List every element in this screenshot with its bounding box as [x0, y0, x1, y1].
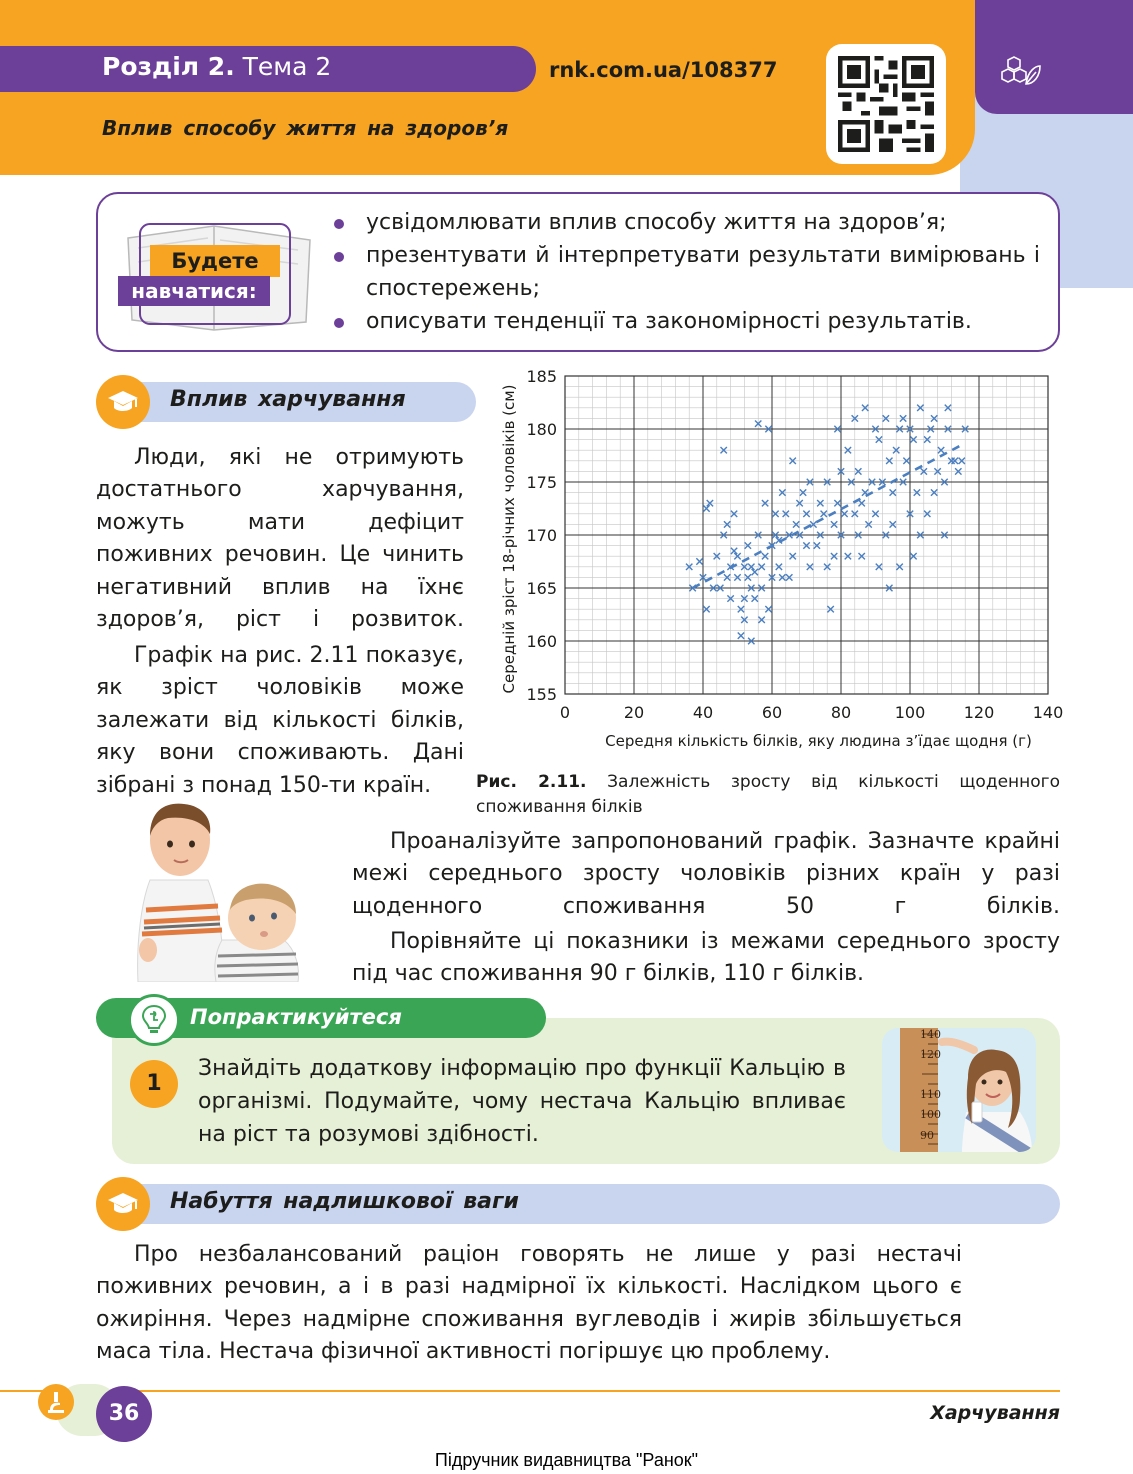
y-tick-label: 175: [526, 473, 557, 492]
analysis-paragraph-text: Проаналізуйте запропонований графік. Зазначте крайні межі середнього зросту чоловіків різних країн у разі щоденного споживання 50 г білків.: [352, 829, 1060, 919]
list-item: презентувати й інтерпретувати результати вимірювань і спостережень;: [332, 239, 1040, 305]
data-point: [731, 548, 737, 554]
nutrition-paragraph-1-text: Люди, які не отримують достатнього харчування, можуть мати дефіцит поживних речовин. Це чинить негативний вплив на їхнє здоров’я, ріст і розвиток.: [96, 445, 464, 633]
nutrition-paragraph-1: [96, 442, 464, 636]
weight-paragraph: [96, 1239, 962, 1369]
figure-caption-number: Рис. 2.11.: [476, 772, 587, 792]
section-label: [102, 52, 331, 81]
y-tick-label: 160: [526, 632, 557, 651]
x-tick-label: 0: [559, 703, 571, 722]
x-tick-label: 120: [963, 703, 995, 722]
figure-caption-text: Залежність зросту від кількості щоденного споживання білків: [476, 772, 1060, 817]
nutrition-paragraph-2-text: Графік на рис. 2.11 показує, як зріст чоловіків може залежати від кількості білків, яку вони споживають. Дані зібрані з понад 150-ти країн.: [96, 643, 464, 798]
protein-height-scatter-chart: [490, 358, 1070, 758]
list-item: описувати тенденції та закономірності результатів.: [332, 305, 1040, 338]
learning-goals-list: [332, 206, 1040, 338]
y-axis-label: Середній зріст 18-річних чоловіків (см): [500, 384, 518, 694]
x-tick-label: 80: [830, 703, 852, 722]
data-point: [703, 505, 709, 511]
ruler-mark: 110: [920, 1088, 941, 1101]
graduation-cap-badge: [96, 1177, 150, 1231]
x-axis-label: Середня кількість білків, яку людина з’їдає щодня (г): [605, 732, 1032, 750]
ruler-mark: 90: [920, 1129, 934, 1142]
y-tick-label: 180: [526, 420, 557, 439]
y-tick-label: 155: [526, 685, 557, 704]
x-tick-label: 100: [894, 703, 926, 722]
list-item: усвідомлювати вплив способу життя на здоров’я;: [332, 206, 1040, 239]
compare-paragraph-text: Порівняйте ці показники із межами середнього зросту під час споживання 90 г білків, 110 г білків.: [352, 929, 1060, 987]
qr-code[interactable]: [826, 44, 946, 164]
y-tick-label: 165: [526, 579, 557, 598]
resource-url[interactable]: rnk.com.ua/108377: [549, 58, 778, 82]
puzzle-badge: [128, 994, 180, 1046]
chart-grid: [565, 376, 1048, 694]
x-tick-label: 60: [761, 703, 783, 722]
qr-code-icon: [838, 56, 934, 152]
page-number: 36: [96, 1386, 152, 1442]
ruler-mark: 120: [920, 1048, 941, 1061]
chapter-title: Харчування: [930, 1402, 1060, 1424]
figure-caption: [476, 770, 1060, 820]
footer-divider: [0, 1390, 1060, 1392]
task-text: Знайдіть додаткову інформацію про функції Кальцію в організмі. Подумайте, чому нестача Кальцію впливає на ріст та розумові здібності.: [198, 1056, 846, 1147]
ruler-mark: 140: [920, 1028, 941, 1041]
practice-title: Попрактикуйтеся: [190, 1005, 402, 1029]
leaf-icon: [998, 54, 1042, 90]
nutrition-paragraph-2: [96, 640, 464, 802]
data-point: [752, 569, 758, 575]
graduation-cap-icon: [107, 389, 139, 415]
compare-paragraph: [352, 926, 1060, 991]
data-point: [696, 558, 702, 564]
weight-paragraph-text: Про незбалансований раціон говорять не лише у разі нестачі поживних речовин, а і в разі надмірної їх кількості. Наслідком цього є ожиріння. Через надмірне споживання вуглеводів і жирів збільшується маса тіла. Нестача фізичної активності погіршує цю проблему.: [96, 1242, 962, 1365]
learn-label-line1: Будете: [150, 245, 280, 277]
microscope-icon: [46, 1390, 66, 1414]
section-topic: Тема 2: [242, 52, 332, 81]
footer-badge: [38, 1384, 74, 1420]
girl-height-photo: [882, 1028, 1036, 1152]
data-point: [738, 633, 744, 639]
section-number: Розділ 2.: [102, 52, 235, 81]
children-photo: [128, 800, 338, 982]
nutrition-heading: Вплив харчування: [170, 387, 406, 412]
learn-label-line2: навчатися:: [118, 276, 270, 306]
y-tick-label: 170: [526, 526, 557, 545]
task-number-badge: 1: [130, 1060, 178, 1108]
ruler-mark: 100: [920, 1108, 941, 1121]
chart-axes: [526, 367, 1063, 722]
graduation-cap-badge: [96, 375, 150, 429]
y-tick-label: 185: [526, 367, 557, 386]
x-tick-label: 20: [623, 703, 645, 722]
weight-heading: Набуття надлишкової ваги: [170, 1189, 519, 1214]
publisher-note: Підручник видавництва "Ранок": [434, 1450, 699, 1470]
x-tick-label: 140: [1032, 703, 1064, 722]
analysis-paragraph: [352, 826, 1060, 923]
x-tick-label: 40: [692, 703, 714, 722]
lightbulb-puzzle-icon: [141, 1004, 167, 1036]
topic-title: Вплив способу життя на здоров’я: [102, 116, 509, 140]
graduation-cap-icon: [107, 1191, 139, 1217]
